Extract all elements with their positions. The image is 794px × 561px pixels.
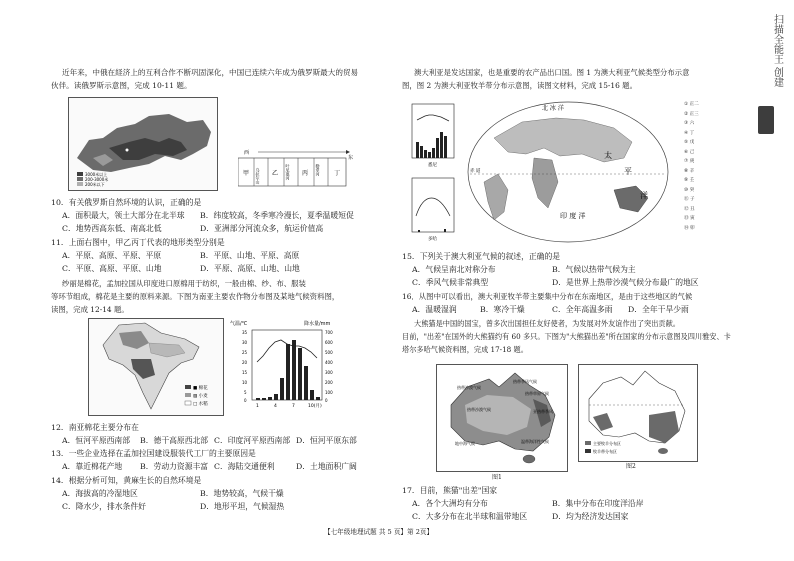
climate-ylabel-left: 气温/℃ [230,321,248,327]
russia-legend-1: 3000米以上 [85,172,108,177]
lt-6: 5 [244,390,247,395]
q10-b: B．纬度较高，冬季寒冷漫长，夏季温暖短促 [200,211,354,220]
climate-ylabel-right: 降水量/mm [304,321,331,327]
climate-chart-small-2 [404,172,464,244]
q11-stem: 11．上面右图中，甲乙丙丁代表的地形类型分别是 [51,238,225,247]
q10-stem: 10．有关俄罗斯自然环境的认识，正确的是 [51,198,202,207]
q14-b: B．地势较高，气候干燥 [200,489,284,498]
q14-stem: 14．根据分析可知，黄麻生长的自然环境是 [51,476,202,485]
lt-3: 20 [242,360,248,365]
q15-d: D．是世界上热带沙漠气候分布最广的地区 [552,278,699,287]
lt-4: 15 [242,370,248,375]
australia-sheep-map [578,364,698,462]
aus2-legend-2: 牧羊带分布区 [593,449,617,454]
pacific-1: 太 [604,151,612,160]
q11-d: D．平原、高原、山地、山地 [200,264,300,273]
wl-8: ⑧ 辛 [684,168,695,174]
intro-panda-line3: 塔尔多哈气候资料图，完成 17-18 题。 [402,345,528,354]
intro-russia-line2: 伙伴。读俄罗斯示意图，完成 10-11 题。 [51,81,192,90]
profile-cell-5: 丙 [302,170,309,177]
profile-west: 西 [244,150,250,156]
q17-a: A．各个大洲均有分布 [412,499,488,508]
profile-cell-4: 叶尼塞河 [285,164,291,180]
intro-india-line3: 读图，完成 12-14 题。 [51,305,129,314]
q11-b: B．平原、山地、平原、高原 [200,251,300,260]
russia-legend-3: 200米以下 [85,182,105,187]
rt-3: 400 [325,360,333,365]
climate-chart [230,318,348,414]
russia-map [68,97,218,191]
india-legend-3: □ 水稻 [193,402,208,407]
scanner-text: 扫描全能王 创建 [771,14,783,88]
wl-1: ① 正二 [684,102,699,107]
wl-12: ⑫ 丑 [684,206,695,212]
q14-c: C．降水少，排水条件好 [62,502,146,511]
q10-d: D．亚洲部分河流众多，航运价值高 [200,224,324,233]
q12-stem: 12．南亚棉花主要分布在 [51,423,139,432]
profile-cell-2: 乌拉尔山 [255,168,261,184]
q10-a: A．面积最大，领土大部分在北半球 [62,211,185,220]
q15-c: C．季风气候非常典型 [412,278,489,287]
aus1-l3: 热带草原气候 [525,391,549,396]
wl-11: ⑪ 子 [684,197,695,202]
world-map [464,98,680,246]
q13-d: D．土地面积广阔 [296,462,357,471]
intro-india-line1: 纱丽是棉花，孟加拉国从印度进口原棉用于纺织，一般由棉、纱、布、服装 [62,279,306,288]
ocean-yang: 洋 [640,191,648,200]
climate-bars [256,340,320,400]
rt-2: 500 [325,350,333,355]
aus1-l2: 热带沙漠气候 [467,407,491,412]
wl-13: ⑬ 寅 [684,216,695,221]
aus1-l6: 地中海气候 [455,441,475,446]
q17-c: C．大多分布在北半球和温带地区 [412,512,528,521]
month-1: 1 [256,404,259,409]
q13-a: A．靠近棉花产地 [62,462,123,471]
profile-cell-6: 勒拿河 [315,164,321,176]
profile-cell-3: 乙 [272,170,279,177]
aus1-l4: 热带季风气候 [513,379,537,384]
pacific-2: 平 [624,167,632,176]
rt-6: 100 [325,390,333,395]
lt-7: 0 [244,398,247,403]
indian-label: 印 度 洋 [560,212,586,220]
q15-stem: 15．下列关于澳大利亚气候的叙述，正确的是 [402,252,561,261]
intro-aus-line2: 图，图 2 为澳大利亚牧羊带分布示意图，读图文材料，完成 15-16 题。 [402,81,637,90]
q14-d: D．地形平坦，气候湿热 [200,502,285,511]
aus1-l1: 热带沙漠气候 [457,385,481,390]
south-asia-crop-map [88,318,224,416]
q12-b: B．德干高原西北部 [140,436,209,445]
q16-b: B．寒冷干燥 [480,305,525,314]
intro-russia-line1: 近年来，中俄在経济上的互利合作不断巩固深化，中国已连续六年成为俄罗斯最大的贸易 [62,68,359,77]
q13-stem: 13．一些企业选择在孟加拉国建设服装代工厂的主要原因是 [51,449,256,458]
q11-c: C．平原、高原、平原、山地 [62,264,162,273]
wl-5: ⑤ 戊 [684,140,695,145]
q11-a: A．平原、高原、平原、平原 [62,251,162,260]
city-bot: 多哈 [428,237,437,242]
q14-a: A．海拔高的冷湿地区 [62,489,138,498]
month-10: 10(月) [308,404,322,409]
rt-5: 200 [325,380,333,385]
rt-7: 0 [325,398,328,403]
aus2-legend-1: 主要牧羊分布区 [593,441,621,446]
page-footer: 【七年级地理试题 共 5 页】第 2页】 [324,528,434,536]
india-legend-1: ■ 棉花 [193,386,208,391]
q16-c: C．全年高温多雨 [552,305,613,314]
month-7: 7 [292,404,295,409]
wl-2: ② 正三 [684,111,699,117]
india-legend-2: ▨ 小麦 [193,394,208,399]
q17-stem: 17．目前，熊猫"出差"国家 [402,486,498,495]
q16-a: A．温暖湿润 [412,305,457,314]
rt-4: 300 [325,370,333,375]
q13-b: B．劳动力资源丰富 [140,462,209,471]
equator-label: 赤 道 [470,169,481,174]
profile-east: 东 [348,155,354,161]
wl-7: ⑦ 庚 [684,159,695,164]
wl-6: ⑥ 己 [684,149,695,155]
aus1-l7: 温带海洋性气候 [521,439,549,444]
q15-b: B．气候以热带气候为主 [552,265,636,274]
terrain-profile [238,148,354,188]
q10-c: C．地势西高东低、南高北低 [62,224,162,233]
climate-chart-small-1 [404,98,464,170]
australia-climate-map [436,364,568,472]
q16-d: D．全年干旱少雨 [628,305,689,314]
intro-aus-line1: 澳大利亚是发达国家，也是重要的农产品出口国。图 1 为澳大利亚气候类型分布示意 [414,68,690,77]
scanner-watermark [756,10,790,150]
scanner-logo-icon [758,106,774,134]
q16-stem: 16．从图中可以看出，澳大利亚牧羊带主要集中分布在东南地区，是由于这些地区的气候 [402,292,693,301]
lt-1: 30 [242,340,248,345]
rt-0: 700 [325,330,333,335]
aus1-l5: 亚热带季风 [533,409,553,414]
lt-2: 25 [242,350,248,355]
q12-c: C．印度河平原西南部 [214,436,291,445]
q12-d: D．恒河平原东部 [296,436,357,445]
aus2-caption: 图2 [626,463,636,470]
q15-a: A．气候呈南北对称分布 [412,265,496,274]
profile-cell-7: 丁 [334,170,341,177]
lt-5: 10 [242,380,248,385]
month-4: 4 [274,404,277,409]
q12-a: A．恒河平原西南部 [62,436,131,445]
wl-14: ⑭ 卯 [684,225,695,231]
world-legend [684,100,724,240]
wl-3: ③ 六 [684,121,695,126]
q17-b: B．集中分布在印度洋沿岸 [552,499,644,508]
russia-legend-2: 200-3000米 [85,177,109,182]
arctic-label: 北 冰 洋 [542,105,564,112]
intro-india-line2: 等环节组成，棉花是主要的原料来源。下图为南亚主要农作物分布图及某地气候资料图， [51,292,340,301]
lt-0: 35 [242,330,248,335]
wl-9: ⑨ 壬 [684,178,695,183]
profile-cell-1: 甲 [243,170,250,177]
rt-1: 600 [325,340,333,345]
intro-panda-line1: 大熊猫是中国的国宝，曾多次出国担任友好使者，为发展对外友谊作出了突出贡献。 [414,319,680,328]
aus1-caption: 图1 [492,474,502,481]
q13-c: C．海陆交通便利 [214,462,275,471]
city-top: 悉尼 [428,163,437,168]
wl-10: ⑩ 癸 [684,187,695,193]
q17-d: D．均为经济发达国家 [552,512,629,521]
wl-4: ④ 丁 [684,130,695,136]
intro-panda-line2: 目前，"出差"在国外的大熊猫约有 60 多只。下图为"大熊猫出差"所在国家的分布示意图及四川雅安、卡 [402,332,731,341]
